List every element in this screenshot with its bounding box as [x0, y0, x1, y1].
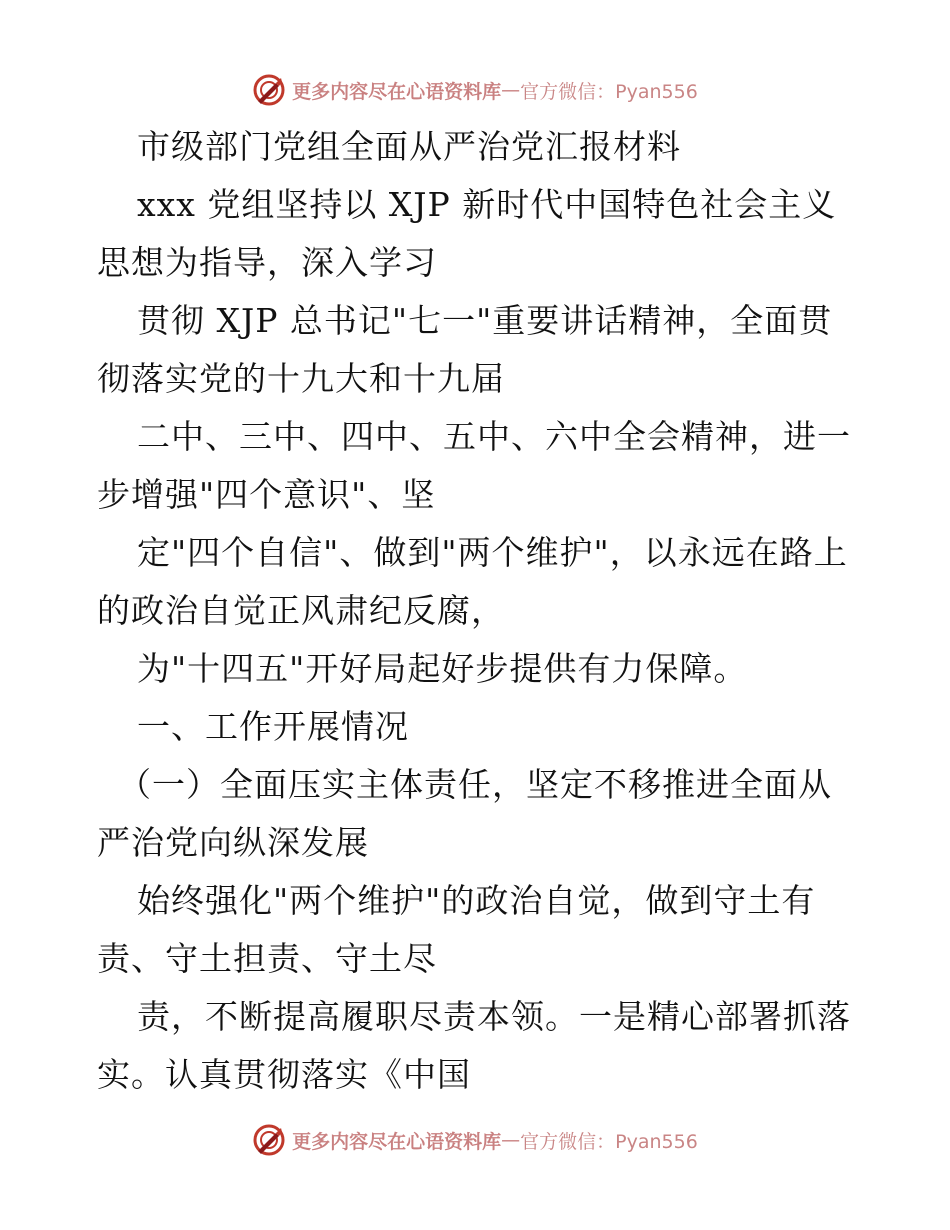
paragraph-line: 贯彻 XJP 总书记"七一"重要讲话精神，全面贯 — [137, 301, 833, 340]
watermark-wechat-text: 官方微信：Pyan556 — [520, 80, 698, 103]
subsection-heading-cont: 严治党向纵深发展 — [97, 823, 369, 862]
paragraph-line: 二中、三中、四中、五中、六中全会精神，进一 — [137, 417, 851, 456]
watermark-logo-icon — [252, 73, 286, 107]
paragraph-line: 定"四个自信"、做到"两个维护"，以永远在路上 — [137, 533, 848, 572]
watermark-logo-icon — [252, 1123, 286, 1157]
watermark-main-text: 更多内容尽在心语资料库 — [292, 80, 502, 103]
header-watermark — [0, 70, 950, 110]
paragraph-line: 始终强化"两个维护"的政治自觉，做到守土有 — [137, 881, 816, 920]
watermark-separator: — — [501, 79, 521, 101]
paragraph-line: 彻落实党的十九大和十九届 — [97, 359, 505, 398]
paragraph-line: xxx 党组坚持以 XJP 新时代中国特色社会主义 — [137, 185, 837, 224]
document-title: 市级部门党组全面从严治党汇报材料 — [137, 127, 681, 166]
watermark-main-text: 更多内容尽在心语资料库 — [292, 1130, 502, 1153]
paragraph-line: 思想为指导，深入学习 — [97, 243, 437, 282]
paragraph-line: 实。认真贯彻落实《中国 — [97, 1055, 471, 1094]
paragraph-line: 为"十四五"开好局起好步提供有力保障。 — [137, 649, 748, 688]
watermark-wechat-text: 官方微信：Pyan556 — [520, 1130, 698, 1153]
section-heading: 一、工作开展情况 — [137, 707, 409, 746]
paragraph-line: 责，不断提高履职尽责本领。一是精心部署抓落 — [137, 997, 851, 1036]
subsection-heading: （一）全面压实主体责任，坚定不移推进全面从 — [118, 765, 832, 804]
paragraph-line: 责、守土担责、守土尽 — [97, 939, 437, 978]
footer-watermark — [0, 1120, 950, 1160]
paragraph-line: 步增强"四个意识"、坚 — [97, 475, 436, 514]
watermark-separator: — — [501, 1129, 521, 1151]
paragraph-line: 的政治自觉正风肃纪反腐， — [97, 591, 505, 630]
